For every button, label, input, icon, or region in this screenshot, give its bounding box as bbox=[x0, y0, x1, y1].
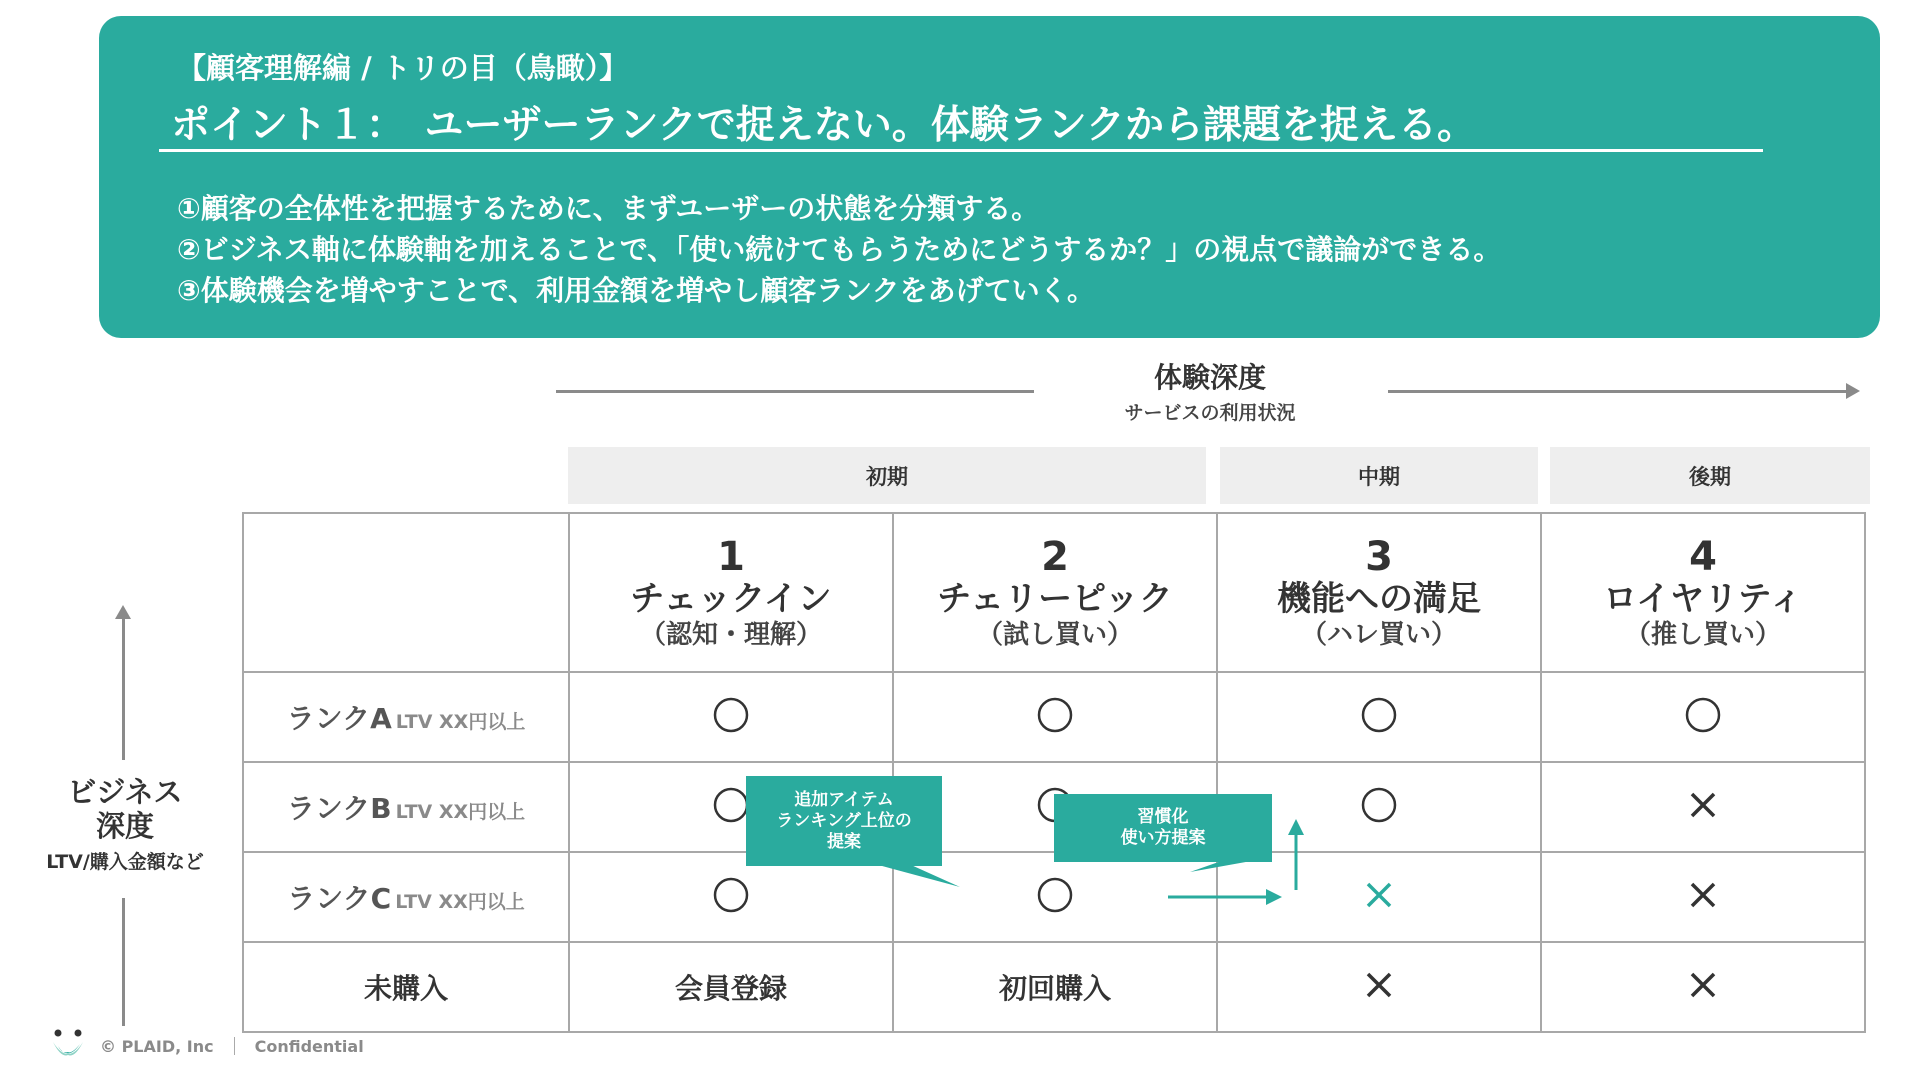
business-axis-line3: LTV/購入金額など bbox=[46, 851, 204, 873]
footer bbox=[50, 1028, 364, 1064]
rank-threshold: LTV XX円以上 bbox=[395, 891, 525, 913]
phase-late: 後期 bbox=[1550, 447, 1870, 504]
stage-number: 3 bbox=[1365, 533, 1393, 580]
callout-habit-line2: 使い方提案 bbox=[1120, 828, 1206, 848]
stage-number: 1 bbox=[717, 533, 745, 580]
stage-number: 2 bbox=[1041, 533, 1069, 580]
stage-sub: （試し買い） bbox=[976, 619, 1133, 650]
phase-early: 初期 bbox=[568, 447, 1206, 504]
callout-ranking-line2: ランキング上位の bbox=[776, 810, 912, 831]
stage-sub: （推し買い） bbox=[1624, 619, 1781, 650]
slide-title: ポイント１： ユーザーランクで捉えない。体験ランクから課題を捉える。 bbox=[171, 103, 1476, 148]
unpurchased-label: 未購入 bbox=[363, 972, 448, 1005]
footer-divider bbox=[234, 1037, 235, 1055]
stage-name: ロイヤリティ bbox=[1603, 578, 1803, 619]
rank-threshold: LTV XX円以上 bbox=[395, 711, 526, 733]
copyright: © PLAID, Inc bbox=[100, 1036, 214, 1056]
rank-up-arrow-vertical-head bbox=[1288, 819, 1304, 835]
callout-habit-suggestion bbox=[1054, 794, 1272, 862]
callout-ranking-line1: 追加アイテム bbox=[794, 789, 894, 810]
business-axis-line1: ビジネス bbox=[67, 775, 183, 809]
stage-name: チェックイン bbox=[630, 578, 832, 619]
stage-name: チェリーピック bbox=[937, 578, 1173, 619]
rank-name: ランクC bbox=[287, 882, 392, 915]
rank-up-arrow-horizontal-head bbox=[1266, 889, 1282, 905]
callout-habit-line1: 習慣化 bbox=[1137, 807, 1189, 827]
point-1: ①顧客の全体性を把握するために、まずユーザーの状態を分類する。 bbox=[177, 192, 1040, 225]
plaid-logo-icon bbox=[50, 1028, 86, 1064]
rank-threshold: LTV XX円以上 bbox=[395, 801, 526, 823]
point-2: ②ビジネス軸に体験軸を加えることで、「使い続けてもらうためにどうするか？」の視点で議論ができる。 bbox=[177, 233, 1502, 266]
slide-subtitle: 【顧客理解編 / トリの目（鳥瞰）】 bbox=[177, 51, 629, 85]
experience-axis-subtitle: サービスの利用状況 bbox=[1124, 402, 1296, 424]
callout-ranking-line3: 提案 bbox=[827, 831, 861, 852]
confidential-label: Confidential bbox=[254, 1036, 364, 1056]
stage-sub: （ハレ買い） bbox=[1300, 619, 1457, 650]
phase-middle: 中期 bbox=[1220, 447, 1538, 504]
first-purchase: 初回購入 bbox=[998, 972, 1111, 1005]
member-registration: 会員登録 bbox=[674, 972, 787, 1005]
experience-axis-title: 体験深度 bbox=[1153, 361, 1266, 394]
rank-name: ランクB bbox=[286, 792, 392, 825]
point-3: ③体験機会を増やすことで、利用金額を増やし顧客ランクをあげていく。 bbox=[177, 274, 1096, 307]
stage-name: 機能への満足 bbox=[1277, 578, 1481, 619]
business-axis-line2: 深度 bbox=[95, 809, 154, 843]
stage-sub: （認知・理解） bbox=[639, 619, 822, 650]
rank-name: ランクA bbox=[286, 702, 392, 735]
stage-number: 4 bbox=[1689, 533, 1717, 580]
callout-ranking-suggestion bbox=[746, 776, 942, 866]
